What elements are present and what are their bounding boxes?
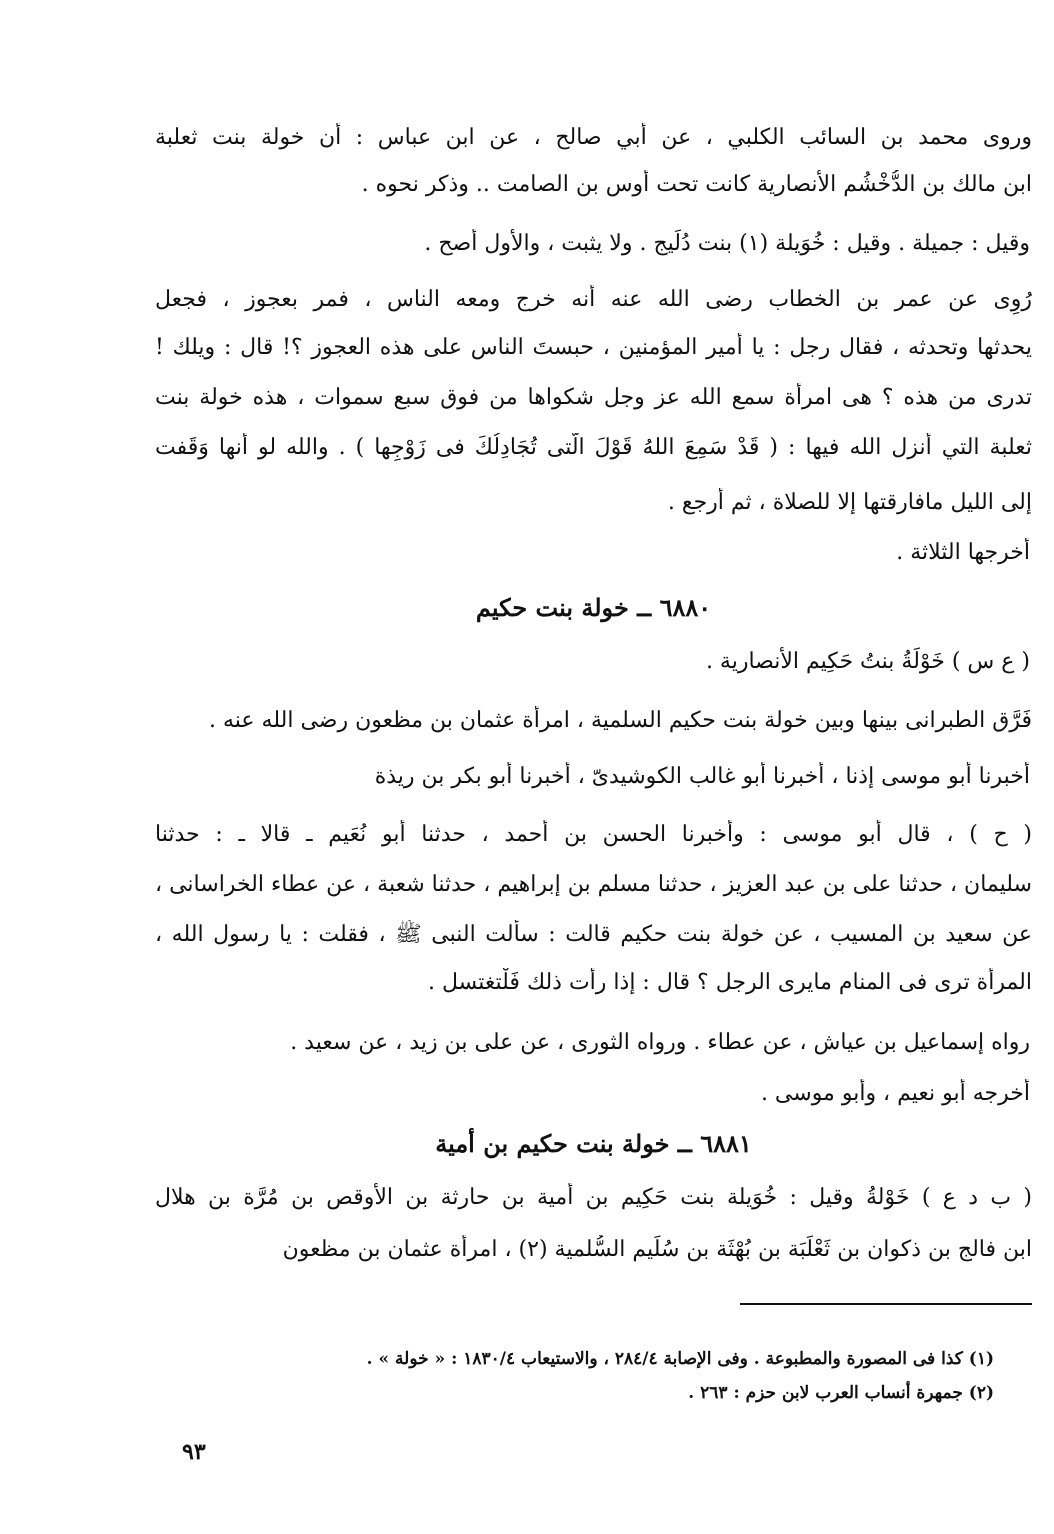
body-line-16: المرأة ترى فى المنام مايرى الرجل ؟ قال : إذا رأت ذلك فَلْتغتسل . [427, 970, 1032, 995]
body-line-11: فَرَّق الطبرانى بينها وبين خولة بنت حكيم السلمية ، امرأة عثمان بن مظعون رضى الله عنه . [209, 708, 1032, 733]
footnote-1: (١) كذا فى المصورة والمطبوعة . وفى الإصابة ٢٨٤/٤ ، والاستيعاب ١٨٣٠/٤ : « خولة » . [366, 1349, 994, 1369]
body-line-9: أخرجها الثلاثة . [896, 540, 1030, 565]
entry-heading-6881: ٦٨٨١ ــ خولة بنت حكيم بن أمية [435, 1129, 752, 1158]
body-line-8: إلى الليل مافارقتها إلا للصلاة ، ثم أرجع . [667, 490, 1032, 515]
body-line-13: ( ح ) ، قال أبو موسى : وأخبرنا الحسن بن أحمد ، حدثنا أبو نُعَيم ـ قالا ـ : حدثنا [155, 822, 1032, 847]
body-line-19: ( ب د ع ) خَوْلةُ وقيل : خُوَيلة بنت حَكِيم بن أمية بن حارثة بن الأوقص بن مُرَّة بن هلال [155, 1185, 1032, 1210]
body-line-20: ابن فالج بن ذكوان بن ثَعْلَبَة بن بُهْثَة بن سُلَيم السُّلمية (٢) ، امرأة عثمان بن مظعون [282, 1237, 1032, 1262]
body-line-18: أخرجه أبو نعيم ، وأبو موسى . [760, 1081, 1030, 1106]
body-line-10: ( ع س ) خَوْلَةُ بنتُ حَكِيم الأنصارية . [705, 649, 1030, 674]
body-line-6: تدرى من هذه ؟ هى امرأة سمع الله عز وجل شكواها من فوق سبع سموات ، هذه خولة بنت [155, 385, 1032, 410]
page-number: ٩٣ [182, 1439, 206, 1465]
body-line-7: ثعلبة التي أنزل الله فيها : ( قَدْ سَمِعَ اللهُ قَوْلَ الَّتى تُجَادِلُكَ فى زَوْجِها ) . والله لو أنها وَقَفت [155, 435, 1032, 460]
body-line-12: أخبرنا أبو موسى إذنا ، أخبرنا أبو غالب الكوشيدىّ ، أخبرنا أبو بكر بن ريذة [374, 764, 1030, 789]
entry-heading-6880: ٦٨٨٠ ــ خولة بنت حكيم [475, 593, 712, 622]
body-line-5: يحدثها وتحدثه ، فقال رجل : يا أمير المؤمنين ، حبستَ الناس على هذه العجوز ؟! قال : ويلك ! [155, 335, 1032, 360]
body-line-14: سليمان ، حدثنا على بن عبد العزيز ، حدثنا مسلم بن إبراهيم ، حدثنا شعبة ، عن عطاء الخراسانى ، [155, 872, 1032, 897]
body-line-1: وروى محمد بن السائب الكلبي ، عن أبي صالح ، عن ابن عباس : أن خولة بنت ثعلبة [155, 125, 1032, 150]
footnote-2: (٢) جمهرة أنساب العرب لابن حزم : ٢٦٣ . [688, 1383, 994, 1403]
body-line-2: ابن مالك بن الدُّخْشُم الأنصارية كانت تحت أوس بن الصامت .. وذكر نحوه . [361, 172, 1032, 197]
body-line-3: وقيل : جميلة . وقيل : خُوَيلة (١) بنت دُلَيج . ولا يثبت ، والأول أصح . [424, 231, 1030, 256]
body-line-4: رُوِى عن عمر بن الخطاب رضى الله عنه أنه خرج ومعه الناس ، فمر بعجوز ، فجعل [155, 287, 1032, 312]
body-line-15: عن سعيد بن المسيب ، عن خولة بنت حكيم قالت : سألت النبى ﷺ ، فقلت : يا رسول الله ، [155, 922, 1032, 947]
footnote-divider [740, 1303, 1032, 1305]
body-line-17: رواه إسماعيل بن عياش ، عن عطاء . ورواه الثورى ، عن على بن زيد ، عن سعيد . [290, 1030, 1030, 1055]
